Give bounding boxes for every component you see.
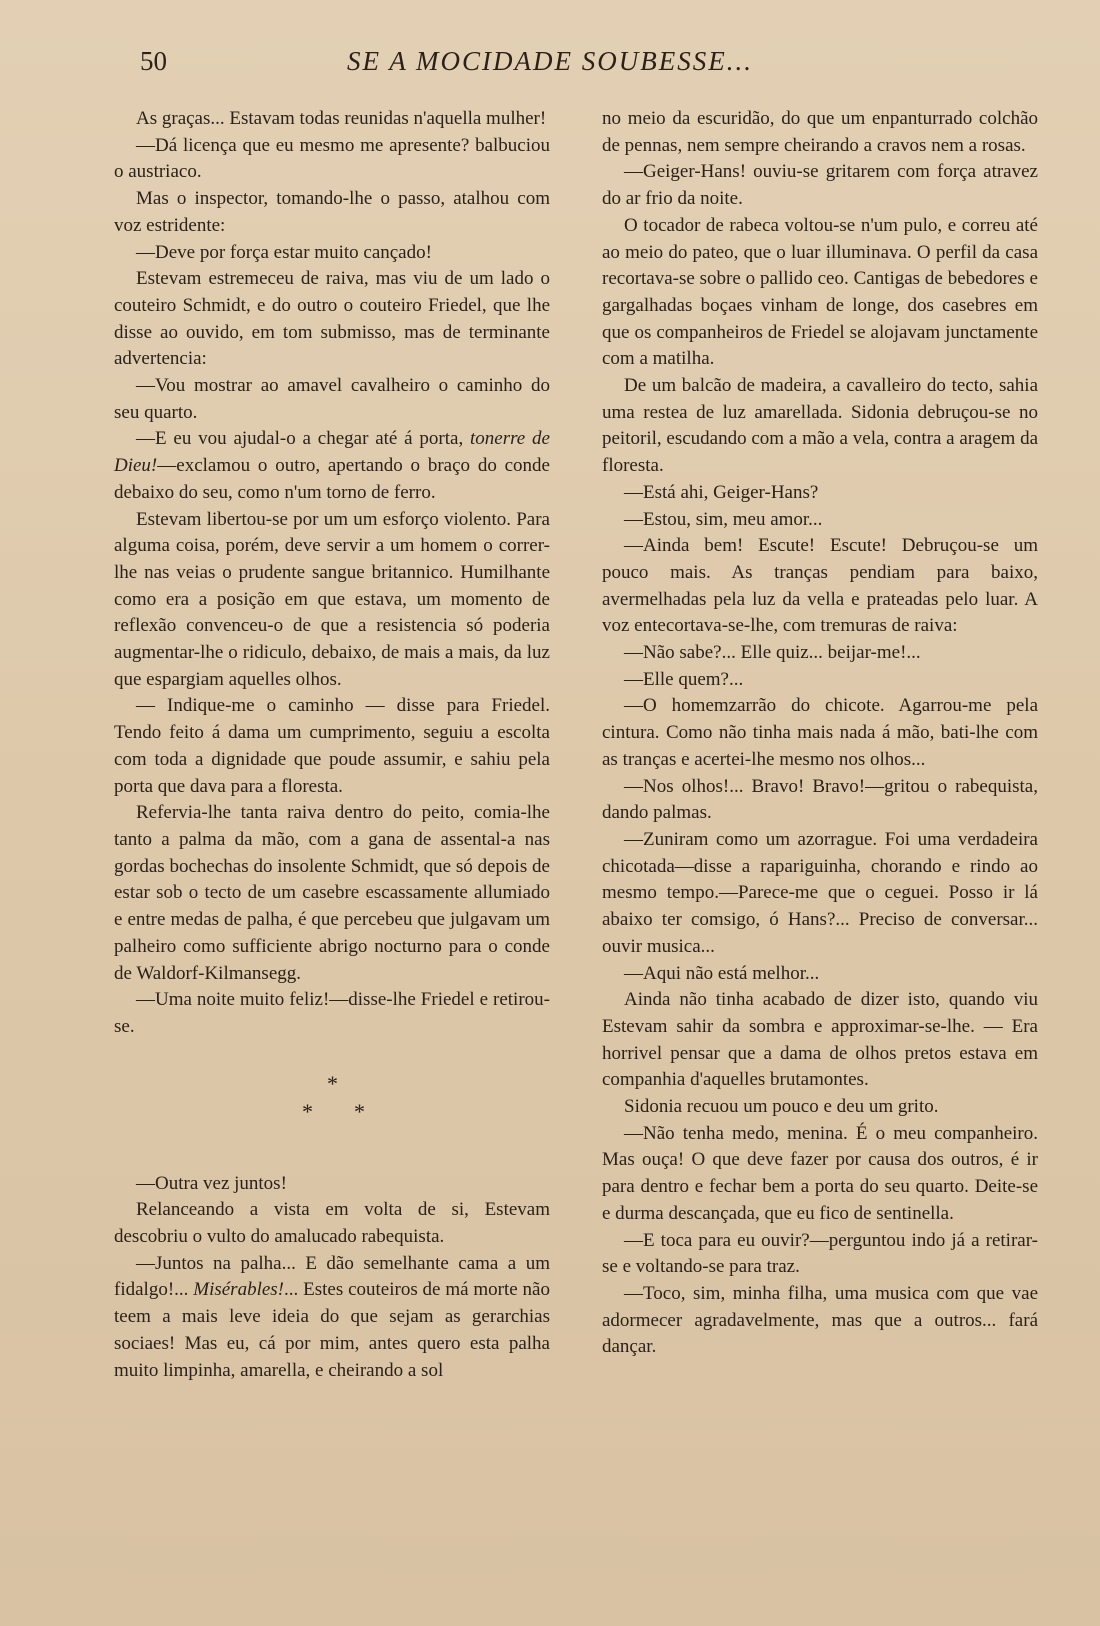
paragraph: Sidonia recuou um pouco e deu um grito. — [624, 1096, 939, 1118]
right-column — [602, 106, 1038, 1361]
asterisk: * — [302, 1098, 313, 1124]
paragraph: Estevam estremeceu de raiva, mas viu de um lado o couteiro Schmidt, e do outro o couteiro Friedel, que lhe disse ao ouvido, em tom submisso, mas de terminante advertencia: — [114, 268, 550, 370]
page-number: 50 — [140, 46, 167, 76]
paragraph: —Toco, sim, minha filha, uma musica com que vae adormecer agradavelmente, mas que a outros... fará dançar. — [602, 1282, 1038, 1358]
paragraph: —Deve por força estar muito cançado! — [136, 241, 432, 263]
paragraph: —Estou, sim, meu amor... — [624, 508, 823, 530]
section-separator — [114, 1041, 550, 1171]
paragraph: Ainda não tinha acabado de dizer isto, quando viu Estevam sahir da sombra e approximar-se-lhe. — Era horrivel pensar que a dama de olhos pretos estava em companhia d'aquelles brutamontes. — [602, 989, 1038, 1091]
page-header — [0, 46, 1100, 86]
paragraph: As graças... Estavam todas reunidas n'aquella mulher! — [136, 108, 547, 129]
paragraph: —Dá licença que eu mesmo me apresente? balbuciou o austriaco. — [114, 134, 550, 183]
paragraph: —Ainda bem! Escute! Escute! Debruçou-se um pouco mais. As tranças pendiam para baixo, avermelhadas pela luz da vella e prateadas pelo luar. A voz entecortava-se-lhe, com tremuras de raiva: — [602, 535, 1038, 637]
paragraph: Estevam libertou-se por um um esforço violento. Para alguma coisa, porém, deve servir a um homem o correr-lhe nas veias o prudente sangue britannico. Humilhante como era a posição em que estava, um momento de reflexão convenceu-o de que a resistencia só poderia augmentar-lhe o ridiculo, debaixo, de mais a mais, da luz que espargiam aquelles olhos. — [114, 508, 550, 690]
paragraph: no meio da escuridão, do que um enpanturrado colchão de pennas, nem sempre cheirando a cravos nem a rosas. — [602, 108, 1038, 156]
paragraph-text: —Juntos na palha... E dão semelhante cama a um fidalgo!... — [114, 1252, 550, 1301]
paragraph: De um balcão de madeira, a cavalleiro do tecto, sahia uma restea de luz amarellada. Sidonia debruçou-se no peitoril, escudando com a mão a vela, contra a aragem da floresta. — [602, 375, 1038, 477]
italic-phrase: tonerre de Dieu! — [114, 428, 550, 477]
paragraph: —O homemzarrão do chicote. Agarrou-me pela cintura. Como não tinha mais nada á mão, bati-lhe com as tranças e acertei-lhe mesmo nos olhos... — [602, 695, 1038, 770]
paragraph-text: ... Estes couteiros de má morte não teem a mais leve ideia do que sejam as gerarchias sociaes! Mas eu, cá por mim, antes quero esta palha muito limpinha, amarella, e cheirando a sol — [114, 1279, 550, 1381]
paragraph: —Uma noite muito feliz!—disse-lhe Friedel e retirou-se. — [114, 989, 550, 1037]
paragraph: —Zuniram como um azorrague. Foi uma verdadeira chicotada—disse a rapariguinha, chorando e rindo ao mesmo tempo.—Parece-me que o ceguei. Posso ir lá abaixo ter comsigo, ó Hans?... Preciso de conversar... ouvir musica... — [602, 828, 1038, 957]
paragraph: —Aqui não está melhor... — [624, 962, 820, 984]
paragraph: —Vou mostrar ao amavel cavalheiro o caminho do seu quarto. — [114, 375, 550, 423]
paragraph-text: —exclamou o outro, apertando o braço do conde debaixo do seu, como n'um torno de ferro. — [114, 455, 550, 503]
paragraph: —Outra vez juntos! — [136, 1172, 287, 1194]
paragraph: —Elle quem?... — [624, 668, 744, 690]
paragraph: —Está ahi, Geiger-Hans? — [624, 481, 819, 503]
paragraph: —Nos olhos!... Bravo! Bravo!—gritou o rabequista, dando palmas. — [602, 775, 1038, 824]
asterisk: * — [327, 1070, 338, 1096]
asterisk: * — [354, 1098, 365, 1124]
paragraph: —E toca para eu ouvir?—perguntou indo já a retirar-se e voltando-se para traz. — [602, 1229, 1038, 1278]
left-column — [114, 106, 550, 1384]
paragraph: —Não tenha medo, menina. É o meu companheiro. Mas ouça! O que deve fazer por causa dos outros, é ir para dentro e fechar bem a porta do seu quarto. Deite-se e durma descançada, que eu fico de sentinella. — [602, 1122, 1038, 1224]
paragraph-text: —E eu vou ajudal-o a chegar até á porta, — [136, 428, 471, 450]
paragraph — [114, 1251, 550, 1385]
paragraph: — Indique-me o caminho — disse para Friedel. Tendo feito á dama um cumprimento, seguiu a escolta com toda a dignidade que poude assumir, e sahiu pela porta que dava para a floresta. — [114, 695, 550, 797]
italic-phrase: Misérables! — [193, 1279, 285, 1301]
paragraph: O tocador de rabeca voltou-se n'um pulo, e correu até ao meio do pateo, que o luar illuminava. O perfil da casa recortava-se sobre o pallido ceo. Cantigas de bebedores e gargalhadas boçaes vinham de longe, dos casebres em que os companheiros de Friedel se alojavam junctamente com a matilha. — [602, 214, 1038, 370]
paragraph: Refervia-lhe tanta raiva dentro do peito, comia-lhe tanto a palma da mão, com a gana de assental-a nas gordas bochechas do insolente Schmidt, que só depois de estar sob o tecto de um casebre escassamente allumiado e entre medas de palha, é que percebeu que julgavam um palheiro como sufficiente abrigo nocturno para o conde de Waldorf-Kilmansegg. — [114, 802, 550, 984]
paragraph — [114, 426, 550, 506]
running-title: SE A MOCIDADE SOUBESSE... — [347, 46, 753, 76]
paragraph: Relanceando a vista em volta de si, Estevam descobriu o vulto do amalucado rabequista. — [114, 1199, 550, 1248]
paragraph: —Geiger-Hans! ouviu-se gritarem com força atravez do ar frio da noite. — [602, 161, 1038, 210]
paragraph: —Não sabe?... Elle quiz... beijar-me!... — [624, 642, 921, 664]
paragraph: Mas o inspector, tomando-lhe o passo, atalhou com voz estridente: — [114, 188, 550, 236]
